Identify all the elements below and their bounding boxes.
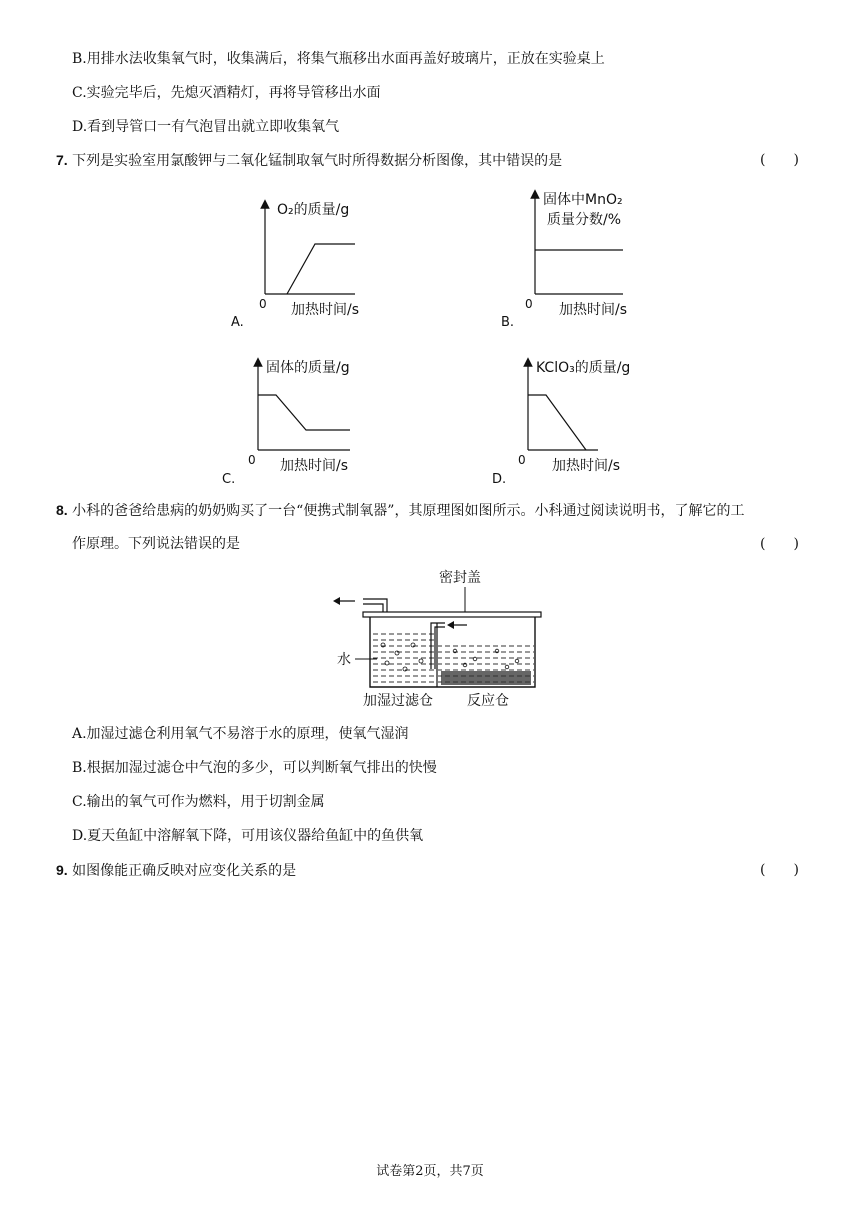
question-stem-line2: 作原理。下列说法错误的是 (72, 536, 240, 552)
origin-label: 0 (248, 453, 256, 467)
x-axis-label: 加热时间/s (552, 458, 621, 474)
option-label: D. (492, 472, 507, 487)
answer-parentheses: ( ) (760, 536, 799, 552)
answer-parentheses: ( ) (760, 152, 799, 168)
question-7 (56, 151, 562, 170)
graph-a (225, 182, 365, 332)
graph-line (258, 395, 350, 430)
question-number: 9. (56, 862, 68, 878)
question-8 (56, 501, 744, 520)
reactant-solid (441, 671, 531, 685)
q8-option-a: A.加湿过滤仓利用氧气不易溶于水的原理，使氧气湿润 (72, 726, 409, 742)
graph-b (495, 182, 645, 332)
question-number: 8. (56, 502, 68, 518)
option-label: B. (501, 315, 515, 330)
question-stem: 下列是实验室用氯酸钾与二氧化锰制取氧气时所得数据分析图像，其中错误的是 (72, 153, 563, 169)
origin-label: 0 (259, 297, 267, 311)
humidifier-chamber-label: 加湿过滤仓 (363, 693, 433, 709)
question-stem-line1: 小科的爸爸给患病的奶奶购买了一台“便携式制氧器”，其原理图如图所示。小科通过阅读说明书，了解它的工 (72, 503, 745, 519)
graph-c (218, 350, 368, 490)
x-axis-label: 加热时间/s (280, 458, 349, 474)
question-number: 7. (56, 152, 68, 168)
lid-label: 密封盖 (439, 570, 481, 586)
water-left (371, 633, 436, 686)
q8-option-c: C.输出的氧气可作为燃料，用于切割金属 (72, 794, 325, 810)
q8-option-b: B.根据加湿过滤仓中气泡的多少，可以判断氧气排出的快慢 (72, 760, 437, 776)
answer-parentheses: ( ) (760, 862, 799, 878)
reaction-chamber-label: 反应仓 (467, 693, 509, 709)
y-axis-label-line2: 质量分数/% (547, 212, 622, 228)
option-label: A. (231, 315, 244, 330)
y-axis-label: KClO₃的质量/g (536, 360, 631, 376)
q6-option-b: B.用排水法收集氧气时，收集满后，将集气瓶移出水面再盖好玻璃片，正放在实验桌上 (72, 51, 605, 67)
option-label: C. (222, 472, 236, 487)
graph-d (488, 350, 648, 490)
x-axis-label: 加热时间/s (291, 302, 360, 318)
graph-line (287, 244, 355, 294)
sealed-lid (363, 612, 541, 617)
origin-label: 0 (518, 453, 526, 467)
x-axis-label: 加热时间/s (559, 302, 628, 318)
question-stem: 如图像能正确反映对应变化关系的是 (72, 863, 297, 879)
y-axis-label-line1: 固体中MnO₂ (543, 192, 623, 208)
oxygen-generator-diagram (325, 565, 550, 710)
question-9 (56, 861, 296, 880)
y-axis-label: 固体的质量/g (266, 360, 350, 376)
q6-option-d: D.看到导管口一有气泡冒出就立即收集氧气 (72, 119, 340, 135)
q8-option-d: D.夏天鱼缸中溶解氧下降，可用该仪器给鱼缸中的鱼供氧 (72, 828, 424, 844)
water-label: 水 (337, 652, 351, 668)
origin-label: 0 (525, 297, 533, 311)
y-axis-label: O₂的质量/g (277, 202, 350, 218)
page-footer: 试卷第2页，共7页 (376, 1164, 484, 1179)
graph-line (528, 395, 586, 450)
q6-option-c: C.实验完毕后，先熄灭酒精灯，再将导管移出水面 (72, 85, 381, 101)
